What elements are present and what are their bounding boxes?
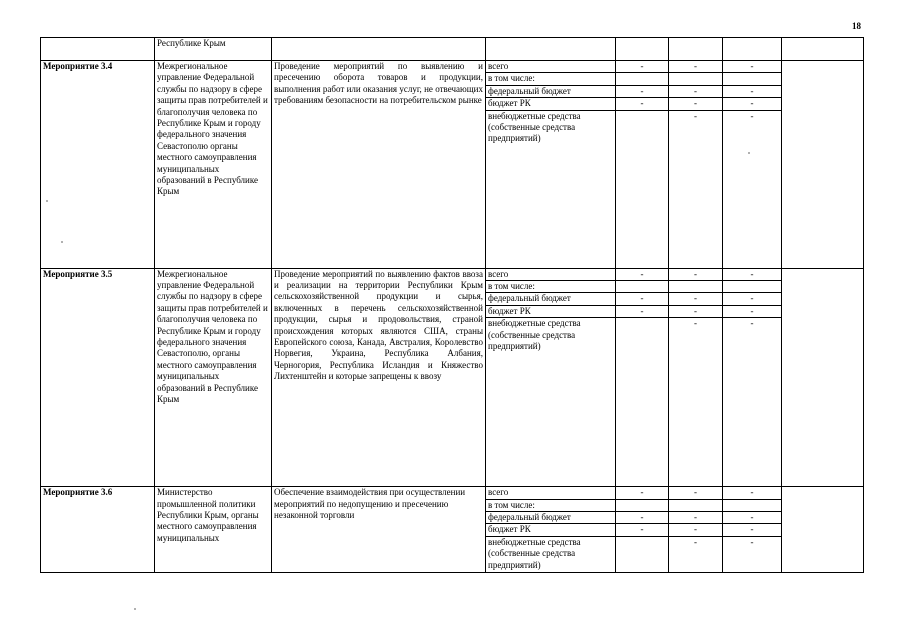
source-value: -	[669, 110, 723, 268]
source-name: внебюджетные средства (собственные средства предприятий)	[486, 110, 616, 268]
activity-label: Мероприятие 3.5	[41, 268, 155, 487]
source-name: всего	[486, 268, 616, 280]
source-name: бюджет РК	[486, 524, 616, 536]
source-value: -	[669, 61, 723, 73]
source-value: -	[669, 524, 723, 536]
source-value: -	[723, 61, 782, 73]
activity-label: Мероприятие 3.4	[41, 61, 155, 269]
source-value: -	[669, 512, 723, 524]
source-name: всего	[486, 61, 616, 73]
source-value: -	[616, 487, 669, 499]
source-value: -	[723, 487, 782, 499]
table-row-activity-3-6	[41, 487, 864, 499]
table-row-activity-3-5	[41, 268, 864, 280]
source-value: -	[723, 98, 782, 110]
source-value: -	[669, 536, 723, 572]
source-value: -	[669, 487, 723, 499]
source-value: -	[616, 524, 669, 536]
source-value: -	[616, 85, 669, 97]
source-value: -	[616, 268, 669, 280]
source-value	[616, 499, 669, 511]
activity-description: Обеспечение взаимодействия при осуществлении мероприятий по недопущению и пресечению незаконной торговли	[272, 487, 486, 573]
scan-speck	[748, 152, 750, 154]
source-value: -	[616, 98, 669, 110]
source-value: -	[616, 61, 669, 73]
activity-description: Проведение мероприятий по выявлению и пресечению оборота товаров и продукции, выполнения работ или оказания услуг, не отвечающих требованиям безопасности на потребительском рынке	[272, 61, 486, 269]
source-value: -	[723, 318, 782, 487]
source-value: -	[669, 85, 723, 97]
source-value	[616, 110, 669, 268]
source-name: внебюджетные средства (собственные средства предприятий)	[486, 536, 616, 572]
scan-speck	[46, 200, 48, 202]
source-name: федеральный бюджет	[486, 512, 616, 524]
source-value: -	[616, 293, 669, 305]
source-value: -	[723, 512, 782, 524]
source-value: -	[669, 305, 723, 317]
source-name: внебюджетные средства (собственные средства предприятий)	[486, 318, 616, 487]
empty-cell	[782, 487, 864, 573]
source-value	[669, 73, 723, 85]
activity-description: Проведение мероприятий по выявлению фактов ввоза и реализации на территории Республики Крым сельскохозяйственной продукции и сырья, включенных в перечень сельскохозяйственной продукции, сырья и продовольствия, страной происхождения которых являются США, страны Европейского союза, Канада, Австралия, Королевство Норвегия, Украина, Республика Албания, Черногория, Республика Исландия и Княжество Лихтенштейн и которые запрещены к ввозу	[272, 268, 486, 487]
source-value: -	[723, 268, 782, 280]
value-cell	[616, 38, 669, 61]
source-value	[616, 536, 669, 572]
org-cell: Республике Крым	[155, 38, 272, 61]
page-number: 18	[852, 21, 861, 31]
source-value	[616, 281, 669, 293]
source-value: -	[669, 318, 723, 487]
source-value: -	[723, 536, 782, 572]
scan-speck	[134, 608, 136, 610]
activity-org: Межрегиональное управление Федеральной службы по надзору в сфере защиты прав потребителей и благополучия человека по Республике Крым и городу федерального значения Севастополю органы местного самоуправления муниципальных образований в Республике Крым	[155, 61, 272, 269]
source-name: федеральный бюджет	[486, 293, 616, 305]
description-cell	[272, 38, 486, 61]
source-name: всего	[486, 487, 616, 499]
table-row-continuation	[41, 38, 864, 61]
table-row-activity-3-4	[41, 61, 864, 73]
source-value	[723, 73, 782, 85]
source-value	[669, 281, 723, 293]
source-value	[616, 318, 669, 487]
source-value: -	[723, 305, 782, 317]
source-value: -	[669, 98, 723, 110]
source-cell	[486, 38, 616, 61]
source-value	[723, 499, 782, 511]
source-name: бюджет РК	[486, 98, 616, 110]
source-name: в том числе:	[486, 281, 616, 293]
source-value: -	[723, 524, 782, 536]
source-value: -	[723, 293, 782, 305]
value-cell	[669, 38, 723, 61]
source-value: -	[616, 512, 669, 524]
activity-label: Мероприятие 3.6	[41, 487, 155, 573]
source-value: -	[616, 305, 669, 317]
source-value	[669, 499, 723, 511]
scan-speck	[61, 241, 63, 243]
empty-cell	[782, 38, 864, 61]
source-value: -	[723, 85, 782, 97]
source-name: в том числе:	[486, 73, 616, 85]
source-value: -	[723, 110, 782, 268]
value-cell	[723, 38, 782, 61]
source-name: бюджет РК	[486, 305, 616, 317]
empty-cell	[782, 61, 864, 269]
source-name: федеральный бюджет	[486, 85, 616, 97]
source-value: -	[669, 293, 723, 305]
source-value: -	[669, 268, 723, 280]
source-value	[723, 281, 782, 293]
label-cell	[41, 38, 155, 61]
source-name: в том числе:	[486, 499, 616, 511]
empty-cell	[782, 268, 864, 487]
activity-org: Министерство промышленной политики Республики Крым, органы местного самоуправления муниципальных	[155, 487, 272, 573]
source-value	[616, 73, 669, 85]
activities-table	[40, 37, 864, 573]
activity-org: Межрегиональное управление Федеральной службы по надзору в сфере защиты прав потребителей и благополучия человека по Республике Крым и городу федерального значения Севастополю, органы местного самоуправления муниципальных образований в Республике Крым	[155, 268, 272, 487]
